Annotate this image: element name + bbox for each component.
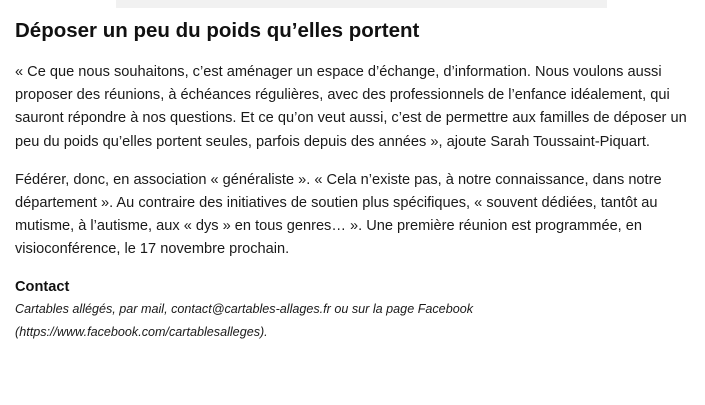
paragraph-quote: « Ce que nous souhaitons, c’est aménager un espace d’échange, d’information. Nous voulons aussi proposer des réunions, à échéances régulières, avec des professionnels de l’enfance idéalement, qui sauront répondre à nos questions. Et ce qu’on veut aussi, c’est de permettre aux familles de déposer un peu du poids qu’elles portent seules, parfois depuis des années », ajoute Sarah Toussaint-Piquart. <box>15 64 687 150</box>
top-image-edge <box>116 0 607 8</box>
section-heading: Déposer un peu du poids qu’elles portent <box>15 19 420 42</box>
contact-details: Cartables allégés, par mail, contact@cartables-allages.fr ou sur la page Facebook (https://www.facebook.com/cartablesalleges). <box>15 301 473 339</box>
paragraph-federation: Fédérer, donc, en association « généraliste ». « Cela n’existe pas, à notre connaissance, dans notre département ». Au contraire des initiatives de soutien plus spécifiques, « souvent dédiées, tantôt au mutisme, à l’autisme, aux « dys » en tous genres… ». Une première réunion est programmée, en visioconférence, le 17 novembre prochain. <box>15 171 662 258</box>
contact-heading: Contact <box>15 278 70 295</box>
article-body <box>15 16 695 344</box>
